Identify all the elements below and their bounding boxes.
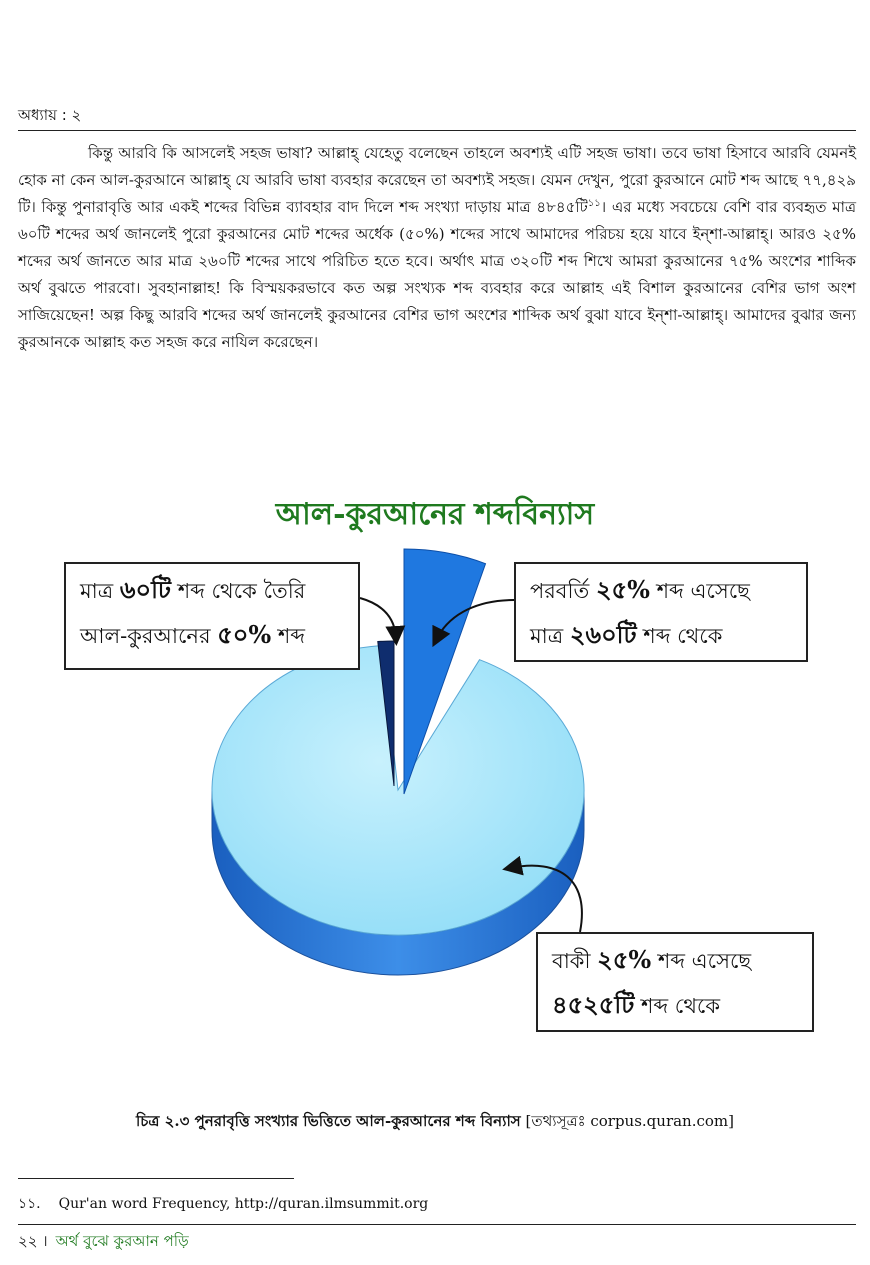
callout-1-line-1: মাত্র ৬০টি শব্দ থেকে তৈরি xyxy=(80,575,306,604)
pie-slice-4525-words xyxy=(212,646,584,935)
callout-3-line-1: বাকী ২৫% শব্দ এসেছে xyxy=(552,945,752,974)
callout-1-line-2: আল-কুরআনের ৫০% শব্দ xyxy=(80,620,306,649)
paragraph-text-1: কিন্তু আরবি কি আসলেই সহজ ভাষা? আল্লাহ্ যেহেতু বলেছেন তাহলে অবশ্যই এটি সহজ ভাষা। তবে ভাষা হিসাবে আরবি যেমনই হোক না কেন আল-কুরআনে আল্লাহ্ যে আরবি ভাষা ব্যবহার করেছেন তা অবশ্যই সহজ। যেমন দেখুন, পুরো কুরআনে মোট শব্দ আছে ৭৭,৪২৯ টি। কিন্তু পুনারাবৃত্তি আর একই শব্দের বিভিন্ন ব্যাবহার বাদ দিলে শব্দ সংখ্যা দাড়ায় মাত্র ৪৮৪৫টি xyxy=(18,144,856,216)
page-number: ২২ । xyxy=(18,1232,48,1250)
footnote-reference[interactable]: ১১ xyxy=(587,198,601,209)
callout-3-line-2: ৪৫২৫টি শব্দ থেকে xyxy=(552,990,721,1019)
chapter-label: অধ্যায় : ২ xyxy=(18,106,82,124)
callout-260-words xyxy=(514,562,808,662)
book-title: অর্থ বুঝে কুরআন পড়ি xyxy=(55,1232,189,1250)
paragraph-text-2: । এর মধ্যে সবচেয়ে বেশি বার ব্যবহৃত মাত্র ৬০টি শব্দের অর্থ জানলেই পুরো কুরআনের মোট শব্দের অর্ধেক (৫০%) শব্দের সাথে আমাদের পরিচয় হয়ে যাবে ইন্শা-আল্লাহ্। আরও ২৫% শব্দের অর্থ জানতে আর মাত্র ২৬০টি শব্দের সাথে পরিচিত হতে হবে। অর্থাৎ মাত্র ৩২০টি শব্দ শিখে আমরা কুরআনের ৭৫% অংশের শাব্দিক অর্থ বুঝতে পারবো। সুবহানাল্লাহ! কি বিস্ময়করভাবে কত অল্প সংখ্যক শব্দ ব্যবহার করে আল্লাহ এই বিশাল কুরআনের বেশির ভাগ অংশ সাজিয়েছেন! অল্প কিছু আরবি শব্দের অর্থ জানলেই কুরআনের বেশির ভাগ অংশের শাব্দিক অর্থ বুঝা যাবে ইন্শা-আল্লাহ্। আমাদের বুঝার জন্য কুরআনকে আল্লাহ কত সহজ করে নাযিল করেছেন। xyxy=(18,198,856,351)
callout-2-line-2: মাত্র ২৬০টি শব্দ থেকে xyxy=(530,620,723,649)
footer-rule xyxy=(18,1224,856,1225)
callout-2-line-1: পরবর্তি ২৫% শব্দ এসেছে xyxy=(530,575,750,604)
callout-4525-words xyxy=(536,932,814,1032)
figure-caption: চিত্র ২.৩ পুনরাবৃত্তি সংখ্যার ভিত্তিতে আল-কুরআনের শব্দ বিন্যাস [তথ্যসূত্রঃ corpus.quran.com] xyxy=(136,1112,734,1130)
footnote-text[interactable]: Qur'an word Frequency, http://quran.ilmsummit.org xyxy=(58,1196,429,1212)
arrow-1 xyxy=(360,598,396,638)
footnote-rule xyxy=(18,1178,294,1179)
page-footer xyxy=(18,1230,189,1255)
callout-60-words xyxy=(64,562,360,670)
chart-title: আল-কুরআনের শব্দবিন্যাস xyxy=(275,497,595,532)
footnote: ১১. Qur'an word Frequency, http://quran.ilmsummit.org xyxy=(18,1196,429,1212)
